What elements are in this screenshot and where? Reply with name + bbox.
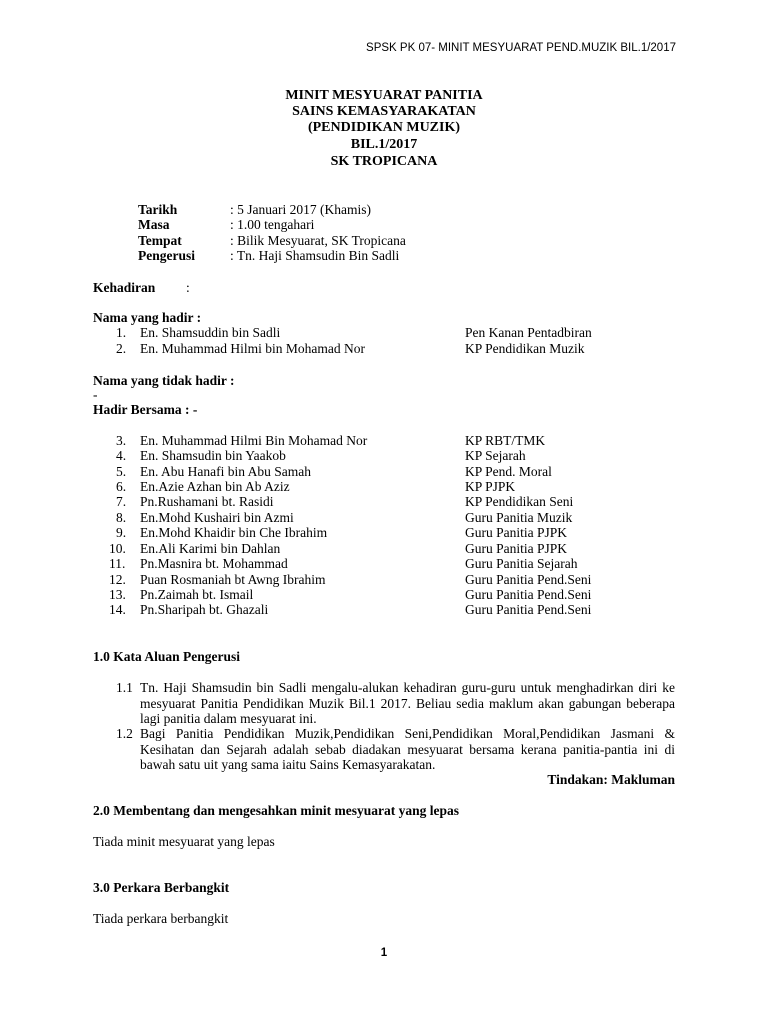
attendee-role: Guru Panitia PJPK bbox=[465, 541, 568, 556]
with-heading: Hadir Bersama : - bbox=[93, 402, 198, 417]
attendee-role: Pen Kanan Pentadbiran bbox=[465, 325, 592, 340]
item-number: 7. bbox=[116, 494, 127, 509]
info-label: Tempat bbox=[138, 233, 182, 248]
attendee-name: En. Abu Hanafi bin Abu Samah bbox=[140, 464, 311, 479]
absent-value: - bbox=[93, 387, 98, 402]
list-item bbox=[0, 479, 768, 495]
item-number: 10. bbox=[109, 541, 126, 556]
list-item bbox=[0, 341, 768, 357]
info-row-chair bbox=[0, 248, 768, 264]
list-item bbox=[0, 510, 768, 526]
attendee-role: KP Pendidikan Seni bbox=[465, 494, 574, 509]
attendee-role: KP Sejarah bbox=[465, 448, 526, 463]
title-line-1: MINIT MESYUARAT PANITIA bbox=[285, 88, 483, 103]
attendee-role: KP PJPK bbox=[465, 479, 516, 494]
info-value: : Bilik Mesyuarat, SK Tropicana bbox=[230, 233, 406, 248]
list-item bbox=[0, 602, 768, 618]
title-line-3: (PENDIDIKAN MUZIK) bbox=[307, 120, 461, 135]
attendee-role: Guru Panitia Pend.Seni bbox=[465, 602, 592, 617]
attendee-name: En.Ali Karimi bin Dahlan bbox=[140, 541, 281, 556]
attendee-role: Guru Panitia Pend.Seni bbox=[465, 572, 592, 587]
info-label: Tarikh bbox=[138, 202, 178, 217]
attendee-name: En. Shamsudin bin Yaakob bbox=[140, 448, 286, 463]
item-number: 1.1 bbox=[116, 680, 133, 695]
list-item bbox=[0, 494, 768, 510]
attendee-role: Guru Panitia Pend.Seni bbox=[465, 587, 592, 602]
info-row-date bbox=[0, 202, 768, 218]
title-line-5: SK TROPICANA bbox=[330, 154, 438, 169]
attendee-name: Pn.Rushamani bt. Rasidi bbox=[140, 494, 274, 509]
attendee-role: Guru Panitia PJPK bbox=[465, 525, 568, 540]
attendee-role: KP Pend. Moral bbox=[465, 464, 552, 479]
info-row-venue bbox=[0, 233, 768, 249]
section-heading-3: 3.0 Perkara Berbangkit bbox=[93, 880, 230, 895]
attendee-name: En. Muhammad Hilmi Bin Mohamad Nor bbox=[140, 433, 368, 448]
attendee-role: Guru Panitia Muzik bbox=[465, 510, 573, 525]
item-number: 1.2 bbox=[116, 726, 133, 741]
page-number: 1 bbox=[380, 947, 388, 959]
item-number: 1. bbox=[116, 325, 127, 340]
attendee-role: KP Pendidikan Muzik bbox=[465, 341, 585, 356]
attendance-label: Kehadiran bbox=[93, 280, 156, 295]
list-item bbox=[0, 448, 768, 464]
info-label: Masa bbox=[138, 217, 170, 232]
attendee-name: En.Azie Azhan bin Ab Aziz bbox=[140, 479, 290, 494]
list-item bbox=[0, 556, 768, 572]
item-number: 5. bbox=[116, 464, 127, 479]
attendee-name: Pn.Zaimah bt. Ismail bbox=[140, 587, 254, 602]
item-number: 9. bbox=[116, 525, 127, 540]
title-line-2: SAINS KEMASYARAKATAN bbox=[292, 104, 476, 119]
info-label: Pengerusi bbox=[138, 248, 195, 263]
list-item bbox=[0, 464, 768, 480]
section-heading-1: 1.0 Kata Aluan Pengerusi bbox=[93, 649, 241, 664]
info-value: : 1.00 tengahari bbox=[230, 217, 315, 232]
item-number: 2. bbox=[116, 341, 127, 356]
document-reference-header: SPSK PK 07- MINIT MESYUARAT PEND.MUZIK BIL.1/2017 bbox=[366, 42, 676, 54]
attendee-name: Puan Rosmaniah bt Awng Ibrahim bbox=[140, 572, 326, 587]
list-item bbox=[0, 587, 768, 603]
info-value: : 5 Januari 2017 (Khamis) bbox=[230, 202, 371, 217]
present-heading: Nama yang hadir : bbox=[93, 310, 202, 325]
attendee-name: En. Shamsuddin bin Sadli bbox=[140, 325, 281, 340]
item-number: 13. bbox=[109, 587, 126, 602]
attendee-name: En. Muhammad Hilmi bin Mohamad Nor bbox=[140, 341, 365, 356]
list-item bbox=[0, 433, 768, 449]
absent-heading: Nama yang tidak hadir : bbox=[93, 373, 235, 388]
item-number: 4. bbox=[116, 448, 127, 463]
action-note: Tindakan: Makluman bbox=[547, 772, 675, 787]
paragraph-1-1: Tn. Haji Shamsudin bin Sadli mengalu-alukan kehadiran guru-guru untuk menghadirkan diri ke mesyuarat Panitia Pendidikan Muzik Bil.1 2017. Beliau sedia maklum akan gabungan beberapa lagi panitia dalam mesyuarat ini. bbox=[140, 680, 675, 726]
item-number: 11. bbox=[109, 556, 126, 571]
attendee-role: KP RBT/TMK bbox=[465, 433, 546, 448]
attendee-name: En.Mohd Khaidir bin Che Ibrahim bbox=[140, 525, 328, 540]
item-number: 12. bbox=[109, 572, 126, 587]
attendance-colon: : bbox=[186, 280, 190, 295]
attendee-role: Guru Panitia Sejarah bbox=[465, 556, 578, 571]
paragraph-1-2: Bagi Panitia Pendidikan Muzik,Pendidikan Seni,Pendidikan Moral,Pendidikan Jasmani & Kesihatan dan Sejarah adalah sebab diadakan mesyuarat bersama kerana panitia-pantia ini di bawah satu uit yang sama iaitu Sains Kemasyarakatan. bbox=[140, 726, 675, 772]
section-heading-2: 2.0 Membentang dan mengesahkan minit mesyuarat yang lepas bbox=[93, 803, 460, 818]
attendee-name: Pn.Sharipah bt. Ghazali bbox=[140, 602, 269, 617]
item-number: 8. bbox=[116, 510, 127, 525]
info-value: : Tn. Haji Shamsudin Bin Sadli bbox=[230, 248, 400, 263]
title-line-4: BIL.1/2017 bbox=[350, 137, 418, 152]
attendee-name: En.Mohd Kushairi bin Azmi bbox=[140, 510, 294, 525]
info-row-time bbox=[0, 217, 768, 233]
section-body-2: Tiada minit mesyuarat yang lepas bbox=[93, 834, 275, 849]
list-item bbox=[0, 572, 768, 588]
item-number: 6. bbox=[116, 479, 127, 494]
item-number: 14. bbox=[109, 602, 126, 617]
list-item bbox=[0, 541, 768, 557]
section-body-3: Tiada perkara berbangkit bbox=[93, 911, 229, 926]
attendee-name: Pn.Masnira bt. Mohammad bbox=[140, 556, 288, 571]
list-item bbox=[0, 325, 768, 341]
list-item bbox=[0, 525, 768, 541]
item-number: 3. bbox=[116, 433, 127, 448]
